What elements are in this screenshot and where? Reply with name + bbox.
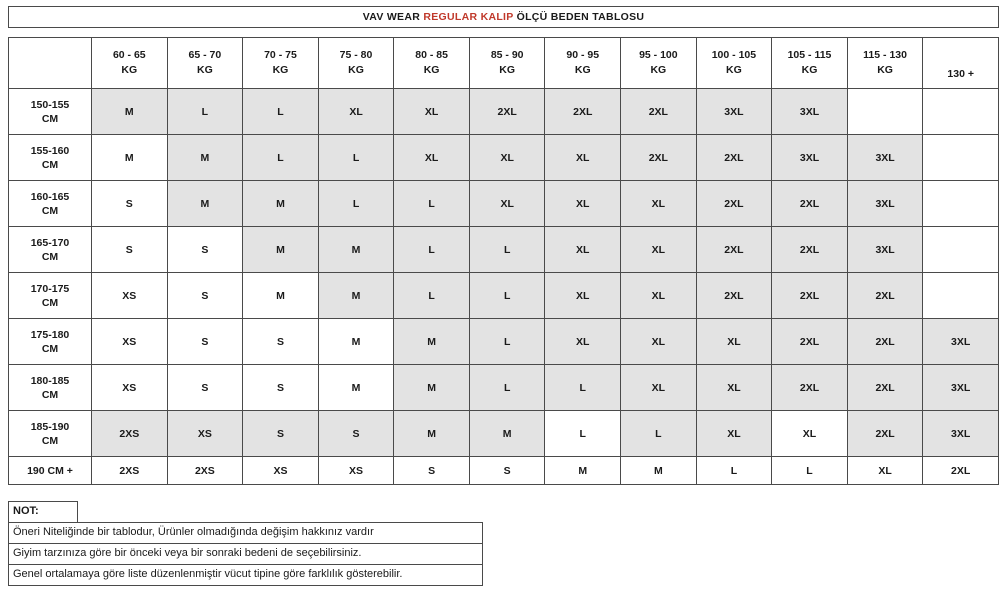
row-range-5: 175-180 [30,328,70,341]
cell-1-4: XL [394,135,470,181]
cell-5-8: XL [696,319,772,365]
cell-2-9: 2XL [772,181,848,227]
cell-5-11: 3XL [923,319,999,365]
cell-7-0: 2XS [92,411,168,457]
cell-7-8: XL [696,411,772,457]
column-unit-0: KG [121,64,138,76]
row-range-1: 155-160 [30,144,70,157]
cell-0-4: XL [394,89,470,135]
title-prefix: VAV WEAR [362,11,424,23]
column-header-5 [469,38,545,89]
column-header-10 [847,38,923,89]
cell-3-6: XL [545,227,621,273]
cell-3-1: S [167,227,243,273]
cell-3-10: 3XL [847,227,923,273]
column-unit-2: KG [272,64,289,76]
column-unit-4: KG [423,64,440,76]
cell-3-8: 2XL [696,227,772,273]
row-unit-6: CM [41,388,59,401]
cell-8-1: 2XS [167,457,243,485]
cell-8-9: L [772,457,848,485]
table-row [9,411,999,457]
cell-7-2: S [243,411,319,457]
cell-6-9: 2XL [772,365,848,411]
cell-7-1: XS [167,411,243,457]
row-unit-4: CM [41,296,59,309]
row-header-0 [9,89,92,135]
cell-5-10: 2XL [847,319,923,365]
column-range-10: 115 - 130 [863,49,907,61]
column-header-11 [923,38,999,89]
cell-8-10: XL [847,457,923,485]
cell-0-10 [847,89,923,135]
cell-4-11 [923,273,999,319]
cell-6-5: L [469,365,545,411]
cell-1-10: 3XL [847,135,923,181]
column-range-0: 60 - 65 [112,49,146,61]
cell-5-6: XL [545,319,621,365]
row-range-6: 180-185 [30,374,70,387]
row-header-8 [9,457,92,485]
cell-0-11 [923,89,999,135]
column-range-2: 70 - 75 [264,49,297,61]
cell-0-0: M [92,89,168,135]
row-header-6 [9,365,92,411]
table-row [9,135,999,181]
page-title [8,6,999,28]
table-row [9,227,999,273]
note-line-1: Giyim tarzınıza göre bir önceki veya bir sonraki bedeni de seçebilirsiniz. [8,543,483,564]
row-unit-0: CM [41,112,59,125]
column-unit-6: KG [574,64,591,76]
row-unit-3: CM [41,250,59,263]
cell-3-4: L [394,227,470,273]
column-header-6 [545,38,621,89]
cell-1-0: M [92,135,168,181]
column-range-9: 105 - 115 [787,49,832,61]
cell-8-3: XS [318,457,394,485]
column-range-8: 100 - 105 [711,49,757,61]
cell-8-2: XS [243,457,319,485]
cell-6-10: 2XL [847,365,923,411]
cell-4-5: L [469,273,545,319]
cell-3-9: 2XL [772,227,848,273]
title-suffix: ÖLÇÜ BEDEN TABLOSU [513,11,645,23]
cell-2-11 [923,181,999,227]
cell-4-3: M [318,273,394,319]
table-row [9,89,999,135]
row-unit-2: CM [41,204,59,217]
table-corner-cell [9,38,92,89]
column-unit-5: KG [499,64,516,76]
note-line-0: Öneri Niteliğinde bir tablodur, Ürünler olmadığında değişim hakkınız vardır [8,522,483,543]
column-range-7: 95 - 100 [639,49,678,61]
row-header-2 [9,181,92,227]
row-range-4: 170-175 [30,282,70,295]
cell-2-2: M [243,181,319,227]
cell-6-2: S [243,365,319,411]
row-unit-1: CM [41,158,59,171]
cell-7-10: 2XL [847,411,923,457]
row-range-7: 185-190 [30,420,70,433]
cell-6-7: XL [621,365,697,411]
column-unit-10: KG [877,64,893,76]
cell-4-9: 2XL [772,273,848,319]
cell-1-7: 2XL [621,135,697,181]
cell-7-5: M [469,411,545,457]
cell-6-11: 3XL [923,365,999,411]
column-unit-8: KG [726,64,742,76]
cell-3-11 [923,227,999,273]
cell-2-1: M [167,181,243,227]
cell-1-9: 3XL [772,135,848,181]
cell-1-3: L [318,135,394,181]
row-range-2: 160-165 [30,190,70,203]
cell-4-0: XS [92,273,168,319]
cell-5-4: M [394,319,470,365]
cell-8-6: M [545,457,621,485]
cell-5-3: M [318,319,394,365]
cell-8-4: S [394,457,470,485]
cell-8-5: S [469,457,545,485]
column-header-0 [92,38,168,89]
cell-4-1: S [167,273,243,319]
size-table [8,37,999,485]
cell-8-11: 2XL [923,457,999,485]
cell-4-8: 2XL [696,273,772,319]
table-body [9,89,999,485]
cell-2-4: L [394,181,470,227]
note-line-2: Genel ortalamaya göre liste düzenlenmiştir vücut tipine göre farklılık gösterebilir. [8,564,483,586]
column-header-8 [696,38,772,89]
row-range-3: 165-170 [30,236,70,249]
cell-6-3: M [318,365,394,411]
column-header-4 [394,38,470,89]
cell-0-2: L [243,89,319,135]
cell-1-5: XL [469,135,545,181]
cell-4-7: XL [621,273,697,319]
cell-0-8: 3XL [696,89,772,135]
table-row [9,319,999,365]
cell-2-0: S [92,181,168,227]
cell-3-7: XL [621,227,697,273]
cell-5-0: XS [92,319,168,365]
cell-3-5: L [469,227,545,273]
cell-0-9: 3XL [772,89,848,135]
column-range-1: 65 - 70 [188,49,222,61]
cell-5-9: 2XL [772,319,848,365]
row-header-3 [9,227,92,273]
column-range-3: 75 - 80 [339,49,373,61]
cell-7-9: XL [772,411,848,457]
cell-7-11: 3XL [923,411,999,457]
row-unit-7: CM [41,434,59,447]
row-header-7 [9,411,92,457]
column-header-2 [243,38,319,89]
column-range-11: 130 + [947,68,974,80]
cell-1-6: XL [545,135,621,181]
cell-8-7: M [621,457,697,485]
cell-1-8: 2XL [696,135,772,181]
row-header-1 [9,135,92,181]
cell-3-2: M [243,227,319,273]
row-header-5 [9,319,92,365]
column-header-7 [621,38,697,89]
cell-6-6: L [545,365,621,411]
cell-8-0: 2XS [92,457,168,485]
cell-6-0: XS [92,365,168,411]
column-unit-7: KG [650,64,667,76]
cell-1-11 [923,135,999,181]
table-header-row [9,38,999,89]
notes-section [8,501,483,586]
cell-0-5: 2XL [469,89,545,135]
table-row [9,365,999,411]
column-header-9 [772,38,848,89]
cell-6-8: XL [696,365,772,411]
cell-0-3: XL [318,89,394,135]
table-row [9,457,999,485]
cell-6-1: S [167,365,243,411]
cell-4-4: L [394,273,470,319]
cell-5-2: S [243,319,319,365]
column-range-4: 80 - 85 [415,49,448,61]
column-range-5: 85 - 90 [490,49,524,61]
column-range-6: 90 - 95 [566,49,600,61]
table-row [9,181,999,227]
cell-8-8: L [696,457,772,485]
cell-5-5: L [469,319,545,365]
table-header [9,38,999,89]
cell-7-3: S [318,411,394,457]
cell-2-3: L [318,181,394,227]
cell-4-10: 2XL [847,273,923,319]
cell-1-2: L [243,135,319,181]
column-unit-3: KG [348,64,364,76]
row-header-4 [9,273,92,319]
cell-2-7: XL [621,181,697,227]
cell-0-1: L [167,89,243,135]
cell-0-7: 2XL [621,89,697,135]
cell-2-10: 3XL [847,181,923,227]
cell-4-6: XL [545,273,621,319]
cell-2-6: XL [545,181,621,227]
cell-5-1: S [167,319,243,365]
row-unit-5: CM [41,342,59,355]
column-unit-9: KG [801,64,818,76]
cell-7-6: L [545,411,621,457]
cell-7-4: M [394,411,470,457]
cell-3-0: S [92,227,168,273]
cell-0-6: 2XL [545,89,621,135]
cell-2-8: 2XL [696,181,772,227]
row-range-8: 190 CM + [27,464,73,477]
notes-header: NOT: [8,501,78,523]
column-header-3 [318,38,394,89]
cell-1-1: M [167,135,243,181]
title-accent: REGULAR KALIP [423,11,514,23]
table-row [9,273,999,319]
cell-5-7: XL [621,319,697,365]
cell-2-5: XL [469,181,545,227]
row-range-0: 150-155 [30,98,70,111]
cell-6-4: M [394,365,470,411]
column-header-1 [167,38,243,89]
cell-4-2: M [243,273,319,319]
cell-3-3: M [318,227,394,273]
column-unit-1: KG [196,64,213,76]
cell-7-7: L [621,411,697,457]
